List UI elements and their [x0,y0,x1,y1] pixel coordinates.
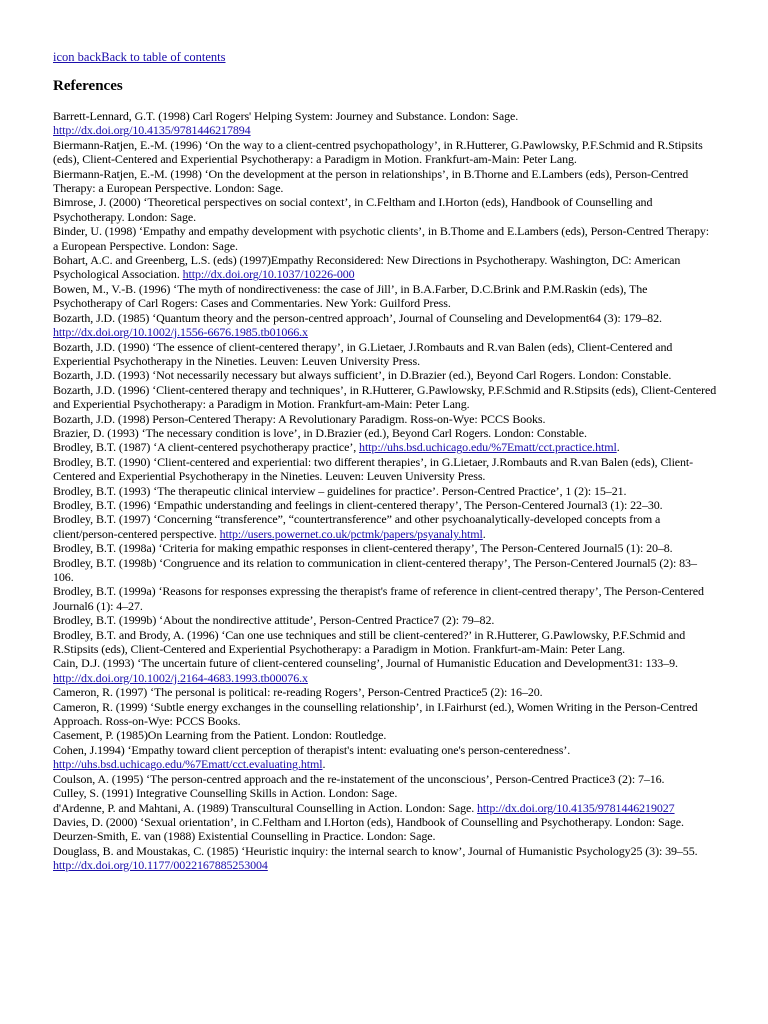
reference-text: Brodley, B.T. (1996) ‘Empathic understanding and feelings in client-centered therapy’, The Person-Centered Journal3 (1): 22–30. [53,497,663,512]
reference-entry [53,167,717,196]
references-list [53,109,717,873]
reference-text: Douglass, B. and Moustakas, C. (1985) ‘Heuristic inquiry: the internal search to know’, Journal of Humanistic Psychology25 (3): 39–55. [53,843,698,858]
references-heading: References [53,78,123,94]
reference-text: Bozarth, J.D. (1996) ‘Client-centered therapy and techniques’, in R.Hutterer, G.Pawlowsky, P.F.Schmid and R.Stipsits (eds), Client-Centered and Experiential Psychotherapy: a Paradigm in Motion. Frankfurt-am-Main: Peter Lang. [53,382,717,412]
reference-entry [53,368,717,382]
reference-trailing-punctuation: . [482,526,486,541]
reference-text: Davies, D. (2000) ‘Sexual orientation’, in C.Feltham and I.Horton (eds), Handbook of Counselling and Psychotherapy. London: Sage. [53,814,684,829]
reference-text: Brazier, D. (1993) ‘The necessary condition is love’, in D.Brazier (ed.), Beyond Carl Rogers. London: Constable. [53,425,587,440]
reference-entry [53,311,717,340]
reference-link[interactable]: http://uhs.bsd.uchicago.edu/%7Ematt/cct.practice.html [359,440,617,455]
reference-entry [53,829,717,843]
reference-text: Casement, P. (1985)On Learning from the Patient. London: Routledge. [53,728,387,743]
reference-entry [53,426,717,440]
reference-link[interactable]: http://dx.doi.org/10.1002/j.1556-6676.1985.tb01066.x [53,325,308,340]
reference-text: Brodley, B.T. (1998a) ‘Criteria for making empathic responses in client-centered therapy’, The Person-Centered Journal5 (1): 20–8. [53,541,673,556]
reference-entry [53,340,717,369]
reference-entry [53,613,717,627]
reference-entry [53,844,717,873]
reference-entry [53,728,717,742]
reference-text: Cameron, R. (1997) ‘The personal is political: re-reading Rogers’, Person-Centred Practice5 (2): 16–20. [53,685,543,700]
reference-link[interactable]: http://dx.doi.org/10.1177/0022167885253004 [53,858,268,873]
reference-entry [53,498,717,512]
reference-text: Deurzen-Smith, E. van (1988) Existential Counselling in Practice. London: Sage. [53,829,436,844]
reference-text: Brodley, B.T. (1997) ‘Concerning “transference”, “countertransference” and other psychoanalytically-developed concepts from a client/person-centered perspective. [53,512,661,541]
reference-text: Brodley, B.T. (1999a) ‘Reasons for responses expressing the therapist's frame of reference in client-centred therapy’, The Person-Centered Journal6 (1): 4–27. [53,584,704,613]
reference-text: Culley, S. (1991) Integrative Counselling Skills in Action. London: Sage. [53,786,398,801]
reference-link[interactable]: http://dx.doi.org/10.1002/j.2164-4683.1993.tb00076.x [53,670,308,685]
reference-entry [53,685,717,699]
reference-entry [53,455,717,484]
reference-text: Cameron, R. (1999) ‘Subtle energy exchanges in the counselling relationship’, in I.Fairhurst (ed.), Women Writing in the Person-Centred Approach. Ross-on-Wye: PCCS Books. [53,699,698,729]
reference-entry [53,484,717,498]
reference-entry [53,628,717,657]
reference-text: Brodley, B.T. and Brody, A. (1996) ‘Can one use techniques and still be client-centered?’ in R.Hutterer, G.Pawlowsky, P.F.Schmid and R.Stipsits (eds), Client-Centered and Experiential Psychotherapy: a Paradigm in Motion. Frankfurt-am-Main: Peter Lang. [53,627,686,657]
reference-trailing-punctuation: . [322,757,326,772]
reference-text: Binder, U. (1998) ‘Empathy and empathy development with psychotic clients’, in B.Thome and E.Lambers (eds), Person-Centred Therapy: a European Perspective. London: Sage. [53,224,710,253]
reference-entry [53,412,717,426]
reference-entry [53,556,717,585]
reference-entry [53,584,717,613]
reference-text: Bimrose, J. (2000) ‘Theoretical perspectives on social context’, in C.Feltham and I.Horton (eds), Handbook of Counselling and Psychotherapy. London: Sage. [53,195,653,224]
reference-entry [53,282,717,311]
reference-text: Brodley, B.T. (1987) ‘A client-centered psychotherapy practice’, [53,440,360,455]
reference-link[interactable]: http://dx.doi.org/10.4135/9781446217894 [53,123,251,138]
reference-text: Brodley, B.T. (1999b) ‘About the nondirective attitude’, Person-Centred Practice7 (2): 79–82. [53,613,495,628]
reference-link[interactable]: http://uhs.bsd.uchicago.edu/%7Ematt/cct.evaluating.html [53,757,323,772]
reference-text: Bowen, M., V.-B. (1996) ‘The myth of nondirectiveness: the case of Jill’, in B.A.Farber, D.C.Brink and P.M.Raskin (eds), The Psychotherapy of Carl Rogers: Cases and Commentaries. New York: Guilford Press. [53,281,648,311]
reference-entry [53,224,717,253]
reference-entry [53,541,717,555]
reference-text: Biermann-Ratjen, E.-M. (1996) ‘On the way to a client-centred psychopathology’, in R.Hutterer, G.Pawlowsky, P.F.Schmid and R.Stipsits (eds), Client-Centered and Experiential Psychotherapy: a Paradigm in Motion. Frankfurt-am-Main: Peter Lang. [53,137,703,167]
reference-entry [53,801,717,815]
reference-text: Brodley, B.T. (1998b) ‘Congruence and its relation to communication in client-centered therapy’, The Person-Centered Journal5 (2): 83–106. [53,555,697,584]
reference-entry [53,772,717,786]
reference-link[interactable]: http://users.powernet.co.uk/pctmk/papers/psyanaly.html [219,526,483,541]
reference-text: Coulson, A. (1995) ‘The person-centred approach and the re-instatement of the unconscious’, Person-Centred Practice3 (2): 7–16. [53,771,665,786]
reference-trailing-punctuation: . [616,440,620,455]
reference-entry [53,815,717,829]
reference-text: Biermann-Ratjen, E.-M. (1998) ‘On the development at the person in relationships’, in B.Thorne and E.Lambers (eds), Person-Centred Therapy: a European Perspective. London: Sage. [53,166,689,196]
reference-entry [53,138,717,167]
reference-entry [53,383,717,412]
reference-text: Bozarth, J.D. (1985) ‘Quantum theory and the person-centred approach’, Journal of Counseling and Development64 (3): 179–82. [53,310,662,325]
reference-entry [53,195,717,224]
reference-text: Bozarth, J.D. (1998) Person-Centered Therapy: A Revolutionary Paradigm. Ross-on-Wye: PCCS Books. [53,411,546,426]
reference-entry [53,512,717,541]
reference-entry [53,786,717,800]
reference-text: Bozarth, J.D. (1990) ‘The essence of client-centered therapy’, in G.Lietaer, J.Rombauts and R.van Balen (eds), Client-Centered and Experiential Psychotherapy in the Nineties. Leuven: Leuven University Press. [53,339,673,368]
reference-entry [53,253,717,282]
back-to-toc-link[interactable]: icon backBack to table of contents [53,50,226,64]
reference-entry [53,440,717,454]
reference-text: Cohen, J.1994) ‘Empathy toward client perception of therapist's intent: evaluating one's person-centeredness’. [53,742,571,757]
reference-text: Cain, D.J. (1993) ‘The uncertain future of client-centered counseling’, Journal of Humanistic Education and Development31: 133–9. [53,656,678,671]
reference-link[interactable]: http://dx.doi.org/10.4135/9781446219027 [477,800,675,815]
reference-text: Barrett-Lennard, G.T. (1998) Carl Rogers' Helping System: Journey and Substance. London: Sage. [53,109,519,123]
reference-text: Brodley, B.T. (1993) ‘The therapeutic clinical interview – guidelines for practice’. Person-Centred Practice’, 1 (2): 15–21. [53,483,627,498]
reference-entry [53,700,717,729]
reference-text: d'Ardenne, P. and Mahtani, A. (1989) Transcultural Counselling in Action. London: Sage. [53,800,477,815]
reference-entry [53,109,717,138]
reference-link[interactable]: http://dx.doi.org/10.1037/10226-000 [182,267,355,282]
reference-entry [53,743,717,772]
reference-text: Brodley, B.T. (1990) ‘Client-centered and experiential: two different therapies’, in G.Lietaer, J.Rombauts and R.van Balen (eds), Client-Centered and Experiential Psychotherapy in the Nineties. Leuven: Leuven University Press. [53,454,694,484]
reference-text: Bozarth, J.D. (1993) ‘Not necessarily necessary but always sufficient’, in D.Brazier (ed.), Beyond Carl Rogers. London: Constable. [53,368,672,383]
reference-text: Bohart, A.C. and Greenberg, L.S. (eds) (1997)Empathy Reconsidered: New Directions in Psychotherapy. Washington, DC: American Psychological Association. [53,253,681,282]
reference-entry [53,656,717,685]
